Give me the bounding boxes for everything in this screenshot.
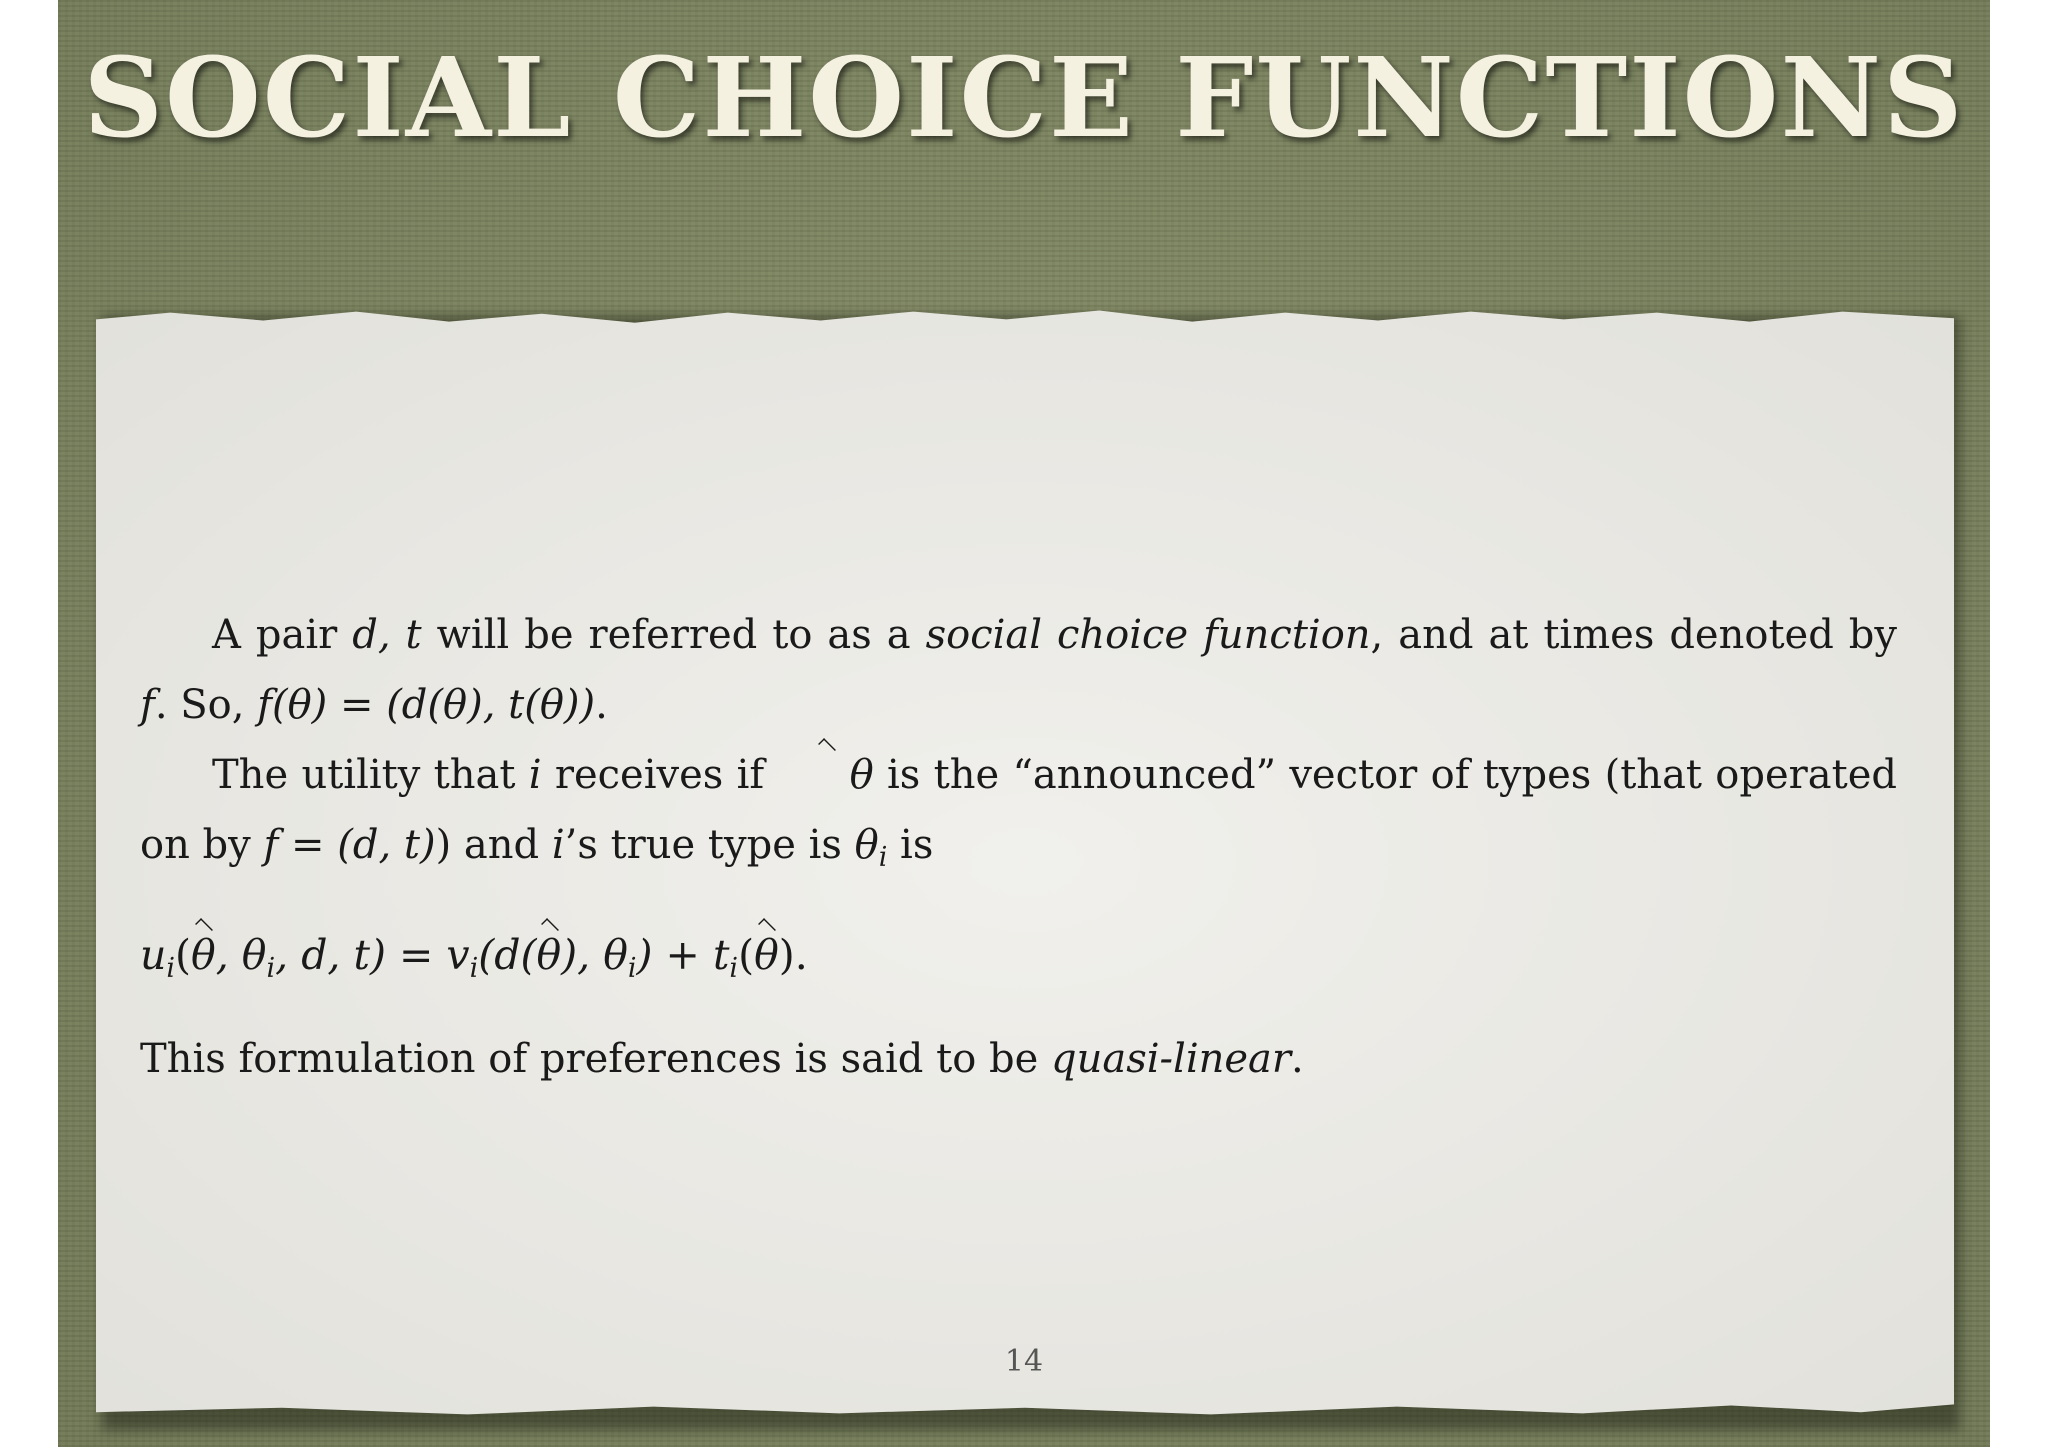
paragraph-definition	[140, 600, 1897, 740]
emphasis-social-choice-function: social choice function	[925, 612, 1371, 658]
theta-hat-symbol: θ	[536, 920, 561, 990]
text: The utility that	[212, 752, 529, 798]
theta-hat-symbol: θ	[754, 920, 779, 990]
theta-hat-symbol: θ	[191, 920, 216, 990]
text: ) and	[435, 822, 552, 868]
math-symbol: (	[175, 931, 192, 979]
text: will be referred to as a	[421, 612, 926, 658]
text: is the “announced” vector of types (that operated on by	[140, 752, 1897, 868]
math-subscript: i	[878, 842, 888, 873]
math-inline: f	[140, 682, 155, 728]
text: . So,	[154, 682, 258, 728]
text: is	[887, 822, 934, 868]
utility-equation	[140, 920, 1897, 990]
math-subscript: i	[266, 953, 276, 984]
math-subscript: i	[469, 953, 479, 984]
math-symbol: ) + t	[636, 931, 730, 979]
text: .	[1291, 1036, 1304, 1082]
page-number: 14	[1004, 1344, 1044, 1379]
math-subscript: i	[627, 953, 637, 984]
math-inline: d, t	[352, 612, 422, 658]
math-subscript: i	[166, 953, 176, 984]
math-symbol: (d(	[478, 931, 537, 979]
paragraph-utility	[140, 740, 1897, 880]
emphasis-quasi-linear: quasi-linear	[1050, 1036, 1292, 1082]
math-inline: f(θ) = (d(θ), t(θ))	[257, 682, 596, 728]
math-symbol: , d, t) = v	[275, 931, 470, 979]
math-inline: θ	[854, 822, 879, 868]
math-symbol: ).	[778, 931, 808, 979]
paragraph-quasi-linear	[140, 1024, 1897, 1094]
math-subscript: i	[729, 953, 739, 984]
math-symbol: (	[738, 931, 755, 979]
text: , and at times denoted by	[1370, 612, 1897, 658]
math-symbol: , θ	[215, 931, 267, 979]
text: ’s true type is	[564, 822, 855, 868]
math-symbol: u	[140, 931, 167, 979]
slide-title: SOCIAL CHOICE FUNCTIONS	[83, 33, 1965, 162]
text: receives if	[541, 752, 778, 798]
slide-body	[140, 600, 1897, 1094]
text: A pair	[212, 612, 353, 658]
text: .	[595, 682, 608, 728]
math-inline: i	[551, 822, 565, 868]
math-symbol: ), θ	[561, 931, 628, 979]
math-inline: i	[528, 752, 542, 798]
math-inline: f = (d, t)	[263, 822, 436, 868]
theta-hat-symbol: θ	[778, 740, 874, 810]
text: This formulation of preferences is said to be	[140, 1036, 1051, 1082]
